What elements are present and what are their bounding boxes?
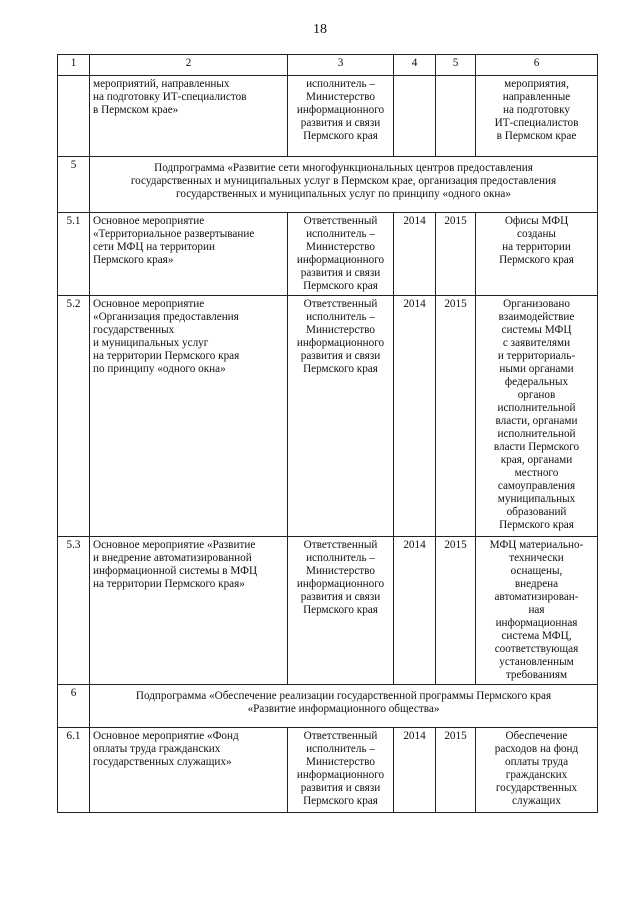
header-cell: 3 xyxy=(288,55,394,76)
result-line: Пермского края xyxy=(499,519,574,531)
result-line: Офисы МФЦ xyxy=(504,215,569,227)
result-line: созданы xyxy=(517,228,556,240)
result-line: органов xyxy=(517,389,556,401)
activity-line: и муниципальных услуг xyxy=(93,337,209,349)
row-number: 5 xyxy=(58,157,90,213)
executor-line: информационного xyxy=(296,769,385,781)
start-year: 2014 xyxy=(394,296,436,537)
result-cell xyxy=(476,76,598,157)
subprogram-line: Подпрограмма «Обеспечение реализации государственной программы Пермского края xyxy=(135,690,552,702)
activity-cell xyxy=(90,213,288,296)
executor-line: Пермского края xyxy=(303,280,378,292)
result-line: внедрена xyxy=(514,578,559,590)
row-number: 6 xyxy=(58,685,90,728)
result-line: федеральных xyxy=(504,376,569,388)
executor-line: Министерство xyxy=(306,324,375,336)
row-number: 5.3 xyxy=(58,537,90,685)
executor-line: Ответственный xyxy=(303,539,378,551)
result-line: исполнительной xyxy=(497,428,576,440)
subprogram-row xyxy=(58,157,598,213)
executor-cell xyxy=(288,296,394,537)
executor-line: исполнитель – xyxy=(306,78,375,90)
result-line: оснащены, xyxy=(510,565,563,577)
result-line: автоматизирован- xyxy=(494,591,579,603)
activity-line: по принципу «одного окна» xyxy=(93,363,226,375)
table-row xyxy=(58,537,598,685)
executor-line: информационного xyxy=(296,578,385,590)
executor-line: развития и связи xyxy=(300,117,381,129)
executor-line: исполнитель – xyxy=(306,311,375,323)
activity-cell xyxy=(90,728,288,813)
program-table xyxy=(57,54,598,813)
result-line: взаимодействие xyxy=(498,311,575,323)
header-cell: 1 xyxy=(58,55,90,76)
start-year xyxy=(394,76,436,157)
activity-line: Основное мероприятие «Фонд xyxy=(93,730,239,742)
result-line: образований xyxy=(506,506,567,518)
result-line: ная xyxy=(528,604,545,616)
executor-cell xyxy=(288,213,394,296)
executor-line: Пермского края xyxy=(303,795,378,807)
header-cell: 5 xyxy=(436,55,476,76)
result-line: МФЦ материально- xyxy=(489,539,584,551)
start-year: 2014 xyxy=(394,728,436,813)
executor-line: Пермского края xyxy=(303,130,378,142)
result-line: государственных xyxy=(495,782,578,794)
result-line: направленные xyxy=(502,91,571,103)
result-cell xyxy=(476,296,598,537)
row-number: 5.2 xyxy=(58,296,90,537)
result-line: гражданских xyxy=(505,769,568,781)
activity-cell xyxy=(90,76,288,157)
executor-line: развития и связи xyxy=(300,591,381,603)
result-line: установленным xyxy=(499,656,574,668)
executor-line: информационного xyxy=(296,104,385,116)
executor-line: Пермского края xyxy=(303,604,378,616)
result-line: и территориаль- xyxy=(497,350,576,362)
table-row xyxy=(58,728,598,813)
result-line: муниципальных xyxy=(497,493,576,505)
header-cell: 6 xyxy=(476,55,598,76)
executor-line: Пермского края xyxy=(303,363,378,375)
executor-line: исполнитель – xyxy=(306,228,375,240)
result-line: расходов на фонд xyxy=(494,743,579,755)
result-line: в Пермском крае xyxy=(496,130,577,142)
result-line: ИТ-специалистов xyxy=(494,117,579,129)
executor-line: развития и связи xyxy=(300,782,381,794)
executor-line: исполнитель – xyxy=(306,743,375,755)
result-line: соответствующая xyxy=(494,643,579,655)
result-line: власти, органами xyxy=(495,415,578,427)
activity-cell xyxy=(90,537,288,685)
row-number xyxy=(58,76,90,157)
activity-line: и внедрение автоматизированной xyxy=(93,552,252,564)
executor-line: Министерство xyxy=(306,91,375,103)
executor-line: исполнитель – xyxy=(306,552,375,564)
activity-line: государственных служащих» xyxy=(93,756,232,768)
result-cell xyxy=(476,537,598,685)
activity-line: на подготовку ИТ-специалистов xyxy=(93,91,247,103)
result-line: с заявителями xyxy=(502,337,571,349)
result-cell xyxy=(476,728,598,813)
result-line: Обеспечение xyxy=(505,730,568,742)
result-line: на подготовку xyxy=(503,104,570,116)
result-line: технически xyxy=(509,552,564,564)
activity-line: Основное мероприятие xyxy=(93,298,205,310)
executor-cell xyxy=(288,76,394,157)
subprogram-line: Подпрограмма «Развитие сети многофункциональных центров предоставления xyxy=(154,162,533,174)
result-line: Пермского края xyxy=(499,254,574,266)
activity-line: на территории Пермского края xyxy=(93,350,240,362)
result-line: края, органами xyxy=(500,454,573,466)
result-line: Организовано xyxy=(503,298,570,310)
result-line: система МФЦ, xyxy=(501,630,572,642)
result-line: информационная xyxy=(495,617,578,629)
row-number: 6.1 xyxy=(58,728,90,813)
start-year: 2014 xyxy=(394,213,436,296)
executor-line: развития и связи xyxy=(300,267,381,279)
executor-cell xyxy=(288,728,394,813)
activity-line: информационной системы в МФЦ xyxy=(93,565,258,577)
header-cell: 4 xyxy=(394,55,436,76)
result-line: системы МФЦ xyxy=(501,324,572,336)
activity-line: «Организация предоставления xyxy=(93,311,239,323)
start-year: 2014 xyxy=(394,537,436,685)
table-row xyxy=(58,296,598,537)
activity-line: государственных xyxy=(93,324,175,336)
result-line: ными органами xyxy=(499,363,574,375)
activity-line: сети МФЦ на территории xyxy=(93,241,215,253)
header-cell: 2 xyxy=(90,55,288,76)
subprogram-title xyxy=(90,685,598,728)
table-row xyxy=(58,213,598,296)
subprogram-title xyxy=(90,157,598,213)
result-line: местного xyxy=(514,467,559,479)
result-line: служащих xyxy=(512,795,561,807)
result-line: власти Пермского xyxy=(493,441,580,453)
table-row xyxy=(58,76,598,157)
end-year: 2015 xyxy=(436,728,476,813)
subprogram-line: государственных и муниципальных услуг в Пермском крае, организация предоставления xyxy=(130,175,557,187)
subprogram-row xyxy=(58,685,598,728)
end-year: 2015 xyxy=(436,537,476,685)
executor-line: Ответственный xyxy=(303,298,378,310)
result-line: самоуправления xyxy=(497,480,576,492)
activity-line: Пермского края» xyxy=(93,254,174,266)
activity-line: «Территориальное развертывание xyxy=(93,228,255,240)
executor-line: информационного xyxy=(296,337,385,349)
activity-line: Основное мероприятие «Развитие xyxy=(93,539,256,551)
executor-line: информационного xyxy=(296,254,385,266)
executor-cell xyxy=(288,537,394,685)
subprogram-line: «Развитие информационного общества» xyxy=(247,703,440,715)
result-line: на территории xyxy=(502,241,571,253)
end-year xyxy=(436,76,476,157)
activity-line: Основное мероприятие xyxy=(93,215,205,227)
executor-line: развития и связи xyxy=(300,350,381,362)
executor-line: Министерство xyxy=(306,756,375,768)
activity-cell xyxy=(90,296,288,537)
activity-line: оплаты труда гражданских xyxy=(93,743,221,755)
result-cell xyxy=(476,213,598,296)
activity-line: в Пермском крае» xyxy=(93,104,179,116)
page-number: 18 xyxy=(313,22,327,37)
executor-line: Министерство xyxy=(306,565,375,577)
end-year: 2015 xyxy=(436,213,476,296)
header-row xyxy=(58,55,598,76)
result-line: требованиям xyxy=(505,669,568,681)
activity-line: на территории Пермского края» xyxy=(93,578,245,590)
activity-line: мероприятий, направленных xyxy=(93,78,230,90)
row-number: 5.1 xyxy=(58,213,90,296)
executor-line: Министерство xyxy=(306,241,375,253)
executor-line: Ответственный xyxy=(303,215,378,227)
result-line: оплаты труда xyxy=(504,756,569,768)
result-line: мероприятия, xyxy=(504,78,569,90)
end-year: 2015 xyxy=(436,296,476,537)
executor-line: Ответственный xyxy=(303,730,378,742)
result-line: исполнительной xyxy=(497,402,576,414)
subprogram-line: государственных и муниципальных услуг по принципу «одного окна» xyxy=(176,188,511,200)
